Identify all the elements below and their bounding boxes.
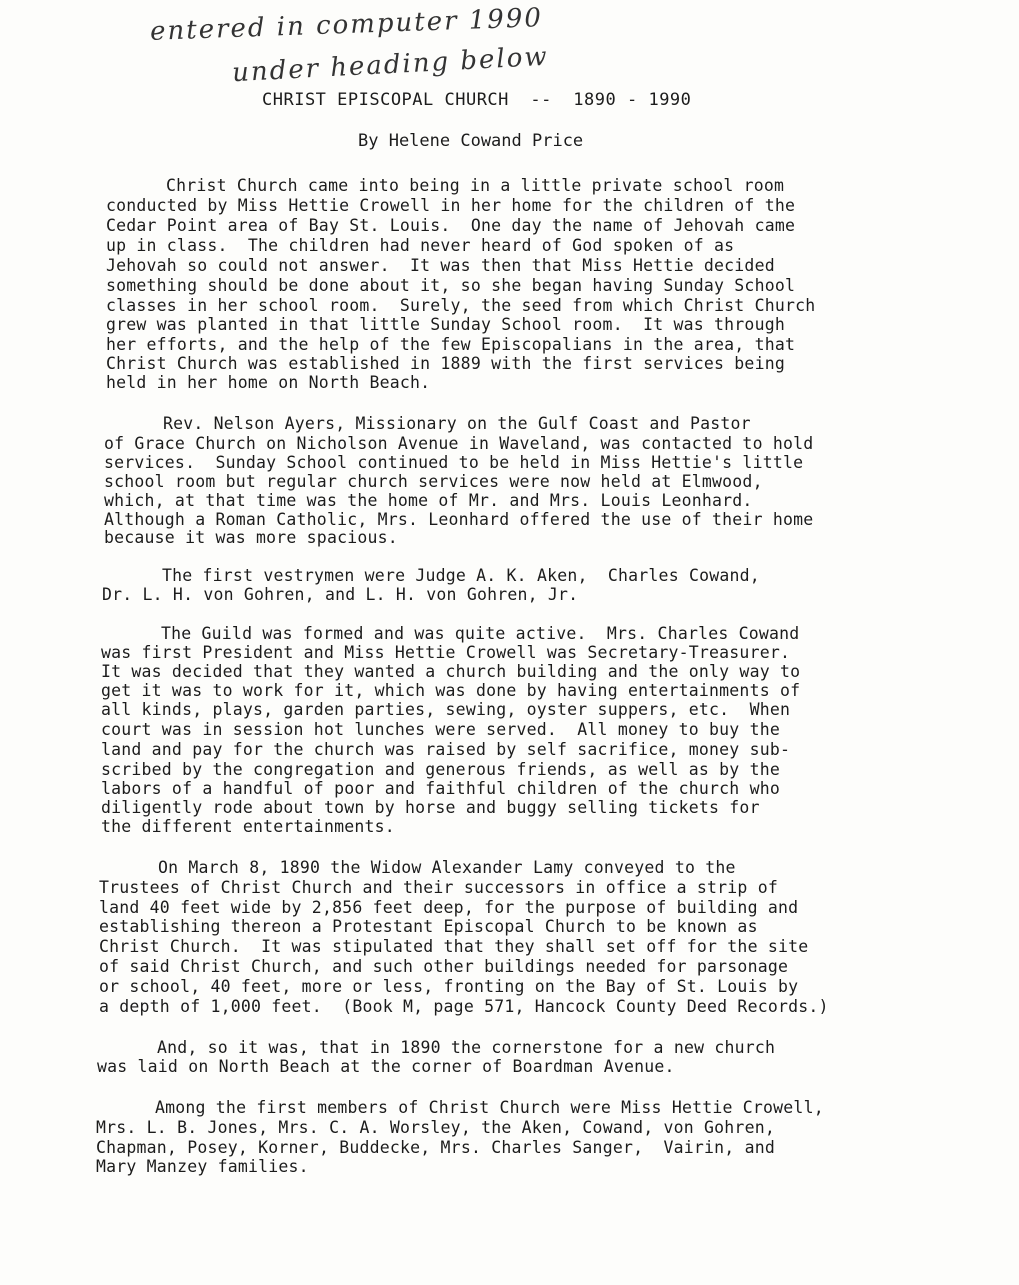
text-line: On March 8, 1890 the Widow Alexander Lamy conveyed to the [158, 858, 736, 877]
text-line: land 40 feet wide by 2,856 feet deep, for the purpose of building and [99, 898, 799, 917]
text-line: was laid on North Beach at the corner of Boardman Avenue. [97, 1057, 675, 1076]
text-line: Christ Church. It was stipulated that they shall set off for the site [99, 937, 809, 956]
text-line: Christ Church came into being in a little private school room [166, 176, 785, 195]
text-line: all kinds, plays, garden parties, sewing, oyster suppers, etc. When [101, 700, 791, 719]
document-byline: By Helene Cowand Price [358, 131, 584, 151]
text-line: held in her home on North Beach. [106, 373, 431, 392]
text-line: establishing thereon a Protestant Episcopal Church to be known as [99, 917, 758, 936]
text-line: Although a Roman Catholic, Mrs. Leonhard offered the use of their home [104, 510, 814, 529]
text-line: school room but regular church services were now held at Elmwood, [104, 472, 763, 491]
handwritten-note-line-1: entered in computer 1990 [149, 3, 544, 47]
text-line: labors of a handful of poor and faithful children of the church who [101, 779, 780, 798]
document-title: CHRIST EPISCOPAL CHURCH -- 1890 - 1990 [262, 90, 692, 110]
text-line: get it was to work for it, which was done by having entertainments of [101, 681, 801, 700]
text-line: The Guild was formed and was quite active. Mrs. Charles Cowand [161, 624, 800, 643]
text-line: The first vestrymen were Judge A. K. Aken, Charles Cowand, [162, 566, 760, 585]
text-line: Mary Manzey families. [96, 1157, 309, 1176]
text-line: grew was planted in that little Sunday School room. It was through [106, 315, 785, 334]
text-line: of Grace Church on Nicholson Avenue in Waveland, was contacted to hold [104, 434, 814, 453]
text-line: a depth of 1,000 feet. (Book M, page 571, Hancock County Deed Records.) [99, 997, 829, 1016]
text-line: was first President and Miss Hettie Crowell was Secretary-Treasurer. [101, 643, 791, 662]
text-line: Mrs. L. B. Jones, Mrs. C. A. Worsley, the Aken, Cowand, von Gohren, [96, 1118, 775, 1137]
text-line: because it was more spacious. [104, 528, 398, 547]
text-line: the different entertainments. [101, 817, 395, 836]
text-line: which, at that time was the home of Mr. and Mrs. Louis Leonhard. [104, 491, 753, 510]
text-line: It was decided that they wanted a church building and the only way to [101, 662, 801, 681]
text-line: Rev. Nelson Ayers, Missionary on the Gulf Coast and Pastor [163, 414, 751, 433]
text-line: And, so it was, that in 1890 the cornerstone for a new church [157, 1038, 776, 1057]
text-line: Among the first members of Christ Church were Miss Hettie Crowell, [155, 1098, 824, 1117]
text-line: scribed by the congregation and generous friends, as well as by the [101, 760, 780, 779]
text-line: land and pay for the church was raised by self sacrifice, money sub- [101, 740, 791, 759]
text-line: her efforts, and the help of the few Episcopalians in the area, that [106, 335, 796, 354]
text-line: Chapman, Posey, Korner, Buddecke, Mrs. Charles Sanger, Vairin, and [96, 1138, 775, 1157]
handwritten-note-line-2: under heading below [231, 41, 550, 89]
text-line: classes in her school room. Surely, the seed from which Christ Church [106, 296, 816, 315]
text-line: diligently rode about town by horse and buggy selling tickets for [101, 798, 760, 817]
text-line: or school, 40 feet, more or less, fronting on the Bay of St. Louis by [99, 977, 799, 996]
text-line: Cedar Point area of Bay St. Louis. One day the name of Jehovah came [106, 216, 796, 235]
text-line: court was in session hot lunches were served. All money to buy the [101, 720, 780, 739]
text-line: Dr. L. H. von Gohren, and L. H. von Gohren, Jr. [102, 585, 579, 604]
text-line: Jehovah so could not answer. It was then that Miss Hettie decided [106, 256, 775, 275]
text-line: something should be done about it, so she began having Sunday School [106, 276, 796, 295]
text-line: conducted by Miss Hettie Crowell in her home for the children of the [106, 196, 796, 215]
text-line: of said Christ Church, and such other buildings needed for parsonage [99, 957, 789, 976]
text-line: up in class. The children had never heard of God spoken of as [106, 236, 735, 255]
text-line: services. Sunday School continued to be held in Miss Hettie's little [104, 453, 804, 472]
text-line: Christ Church was established in 1889 with the first services being [106, 354, 785, 373]
text-line: Trustees of Christ Church and their successors in office a strip of [99, 878, 778, 897]
